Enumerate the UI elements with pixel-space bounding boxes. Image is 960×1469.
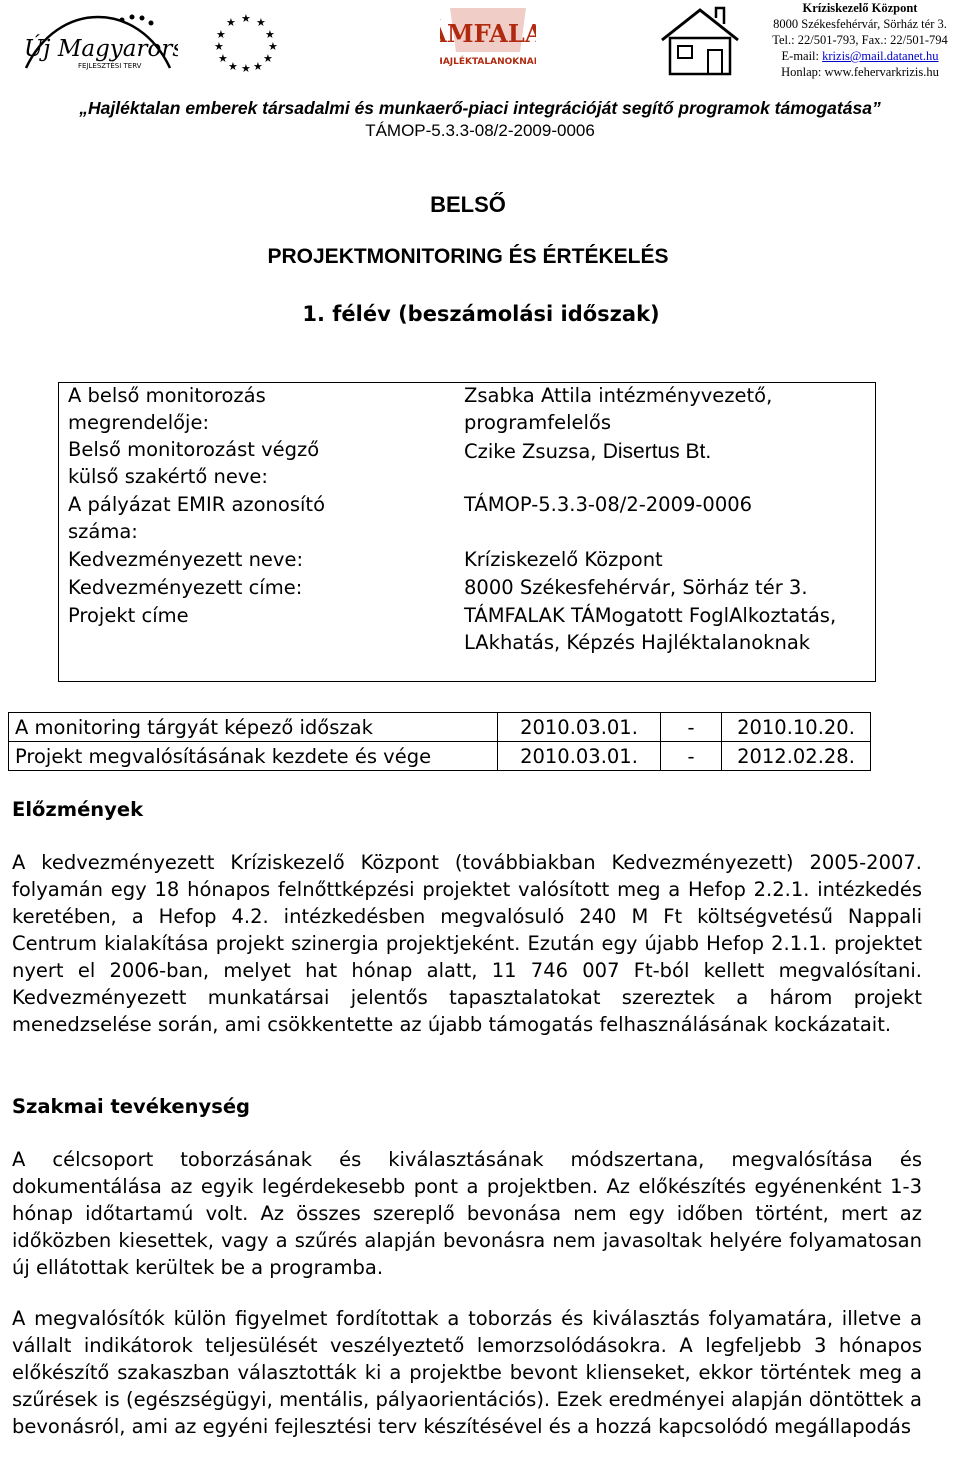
period-end: 2012.02.28.: [722, 742, 871, 771]
svg-text:★: ★: [265, 28, 275, 41]
period-table: [8, 712, 871, 771]
svg-text:★: ★: [241, 12, 251, 25]
email-link[interactable]: krizis@mail.datanet.hu: [822, 49, 939, 63]
info-value-megrendelo: Zsabka Attila intézményvezető, programfelelős: [464, 384, 773, 434]
svg-text:HAJLÉKTALANOKNAK: HAJLÉKTALANOKNAK: [440, 57, 536, 67]
house-logo: [652, 2, 748, 78]
info-label-megrendelo: A belső monitorozás megrendelője:: [68, 384, 266, 434]
svg-text:Új Magyarország: Új Magyaror: [24, 36, 173, 62]
heading-felev: 1. félév (beszámolási időszak): [302, 302, 660, 326]
svg-text:★: ★: [268, 40, 278, 53]
svg-text:★: ★: [256, 16, 266, 29]
info-label-projekt-cime: Projekt címe: [68, 604, 189, 627]
svg-text:★: ★: [214, 40, 224, 53]
svg-text:★: ★: [228, 60, 238, 72]
svg-text:★: ★: [218, 52, 228, 65]
paragraph-szakmai-1: A célcsoport toborzásának és kiválasztásának módszertana, megvalósítása és dokumentálása az egyik legérdekesebb pont a projektben. Az előkészítés egyénenként 1-3 hónap időtartamú volt. Az összes szereplő bevonása nem egy időben történt, mert az időközben kiesettek, vagy a szűrés alapján bevonásra nem javasoltak helyére folyamatosan új ellátottak kerültek be a programba.: [12, 1148, 922, 1279]
svg-text:★: ★: [226, 16, 236, 29]
info-value-projekt-cime: TÁMFALAK TÁMogatott FoglAlkoztatás, LAkhatás, Képzés Hajléktalanoknak: [464, 604, 837, 654]
svg-text:★: ★: [253, 60, 263, 72]
period-separator: -: [661, 713, 722, 742]
svg-text:★: ★: [241, 62, 251, 72]
paragraph-szakmai-2: A megvalósítók külön figyelmet fordítottak a toborzás és kiválasztás folyamatára, illetve a vállalt indikátorok teljesülését veszélyeztető lemorzsolódásokra. A legfeljebb 3 hónapos előkészítő szakaszban választották ki a projektbe bevont klienseket, ekkor történtek meg a szűrések is (egészségügyi, mentális, pályaorientációs). Ezek eredményei alapján döntöttek a bevonásról, ami az egyéni fejlesztési terv készítésével és a hozzá kapcsolódó megállapodás: [12, 1307, 922, 1438]
period-label: Projekt megvalósításának kezdete és vége: [9, 742, 498, 771]
period-row-projekt: [9, 742, 871, 771]
org-address: 8000 Székesfehérvár, Sörház tér 3.: [773, 17, 947, 31]
svg-text:FEJLESZTÉSI TERV: FEJLESZTÉSI TERV: [78, 62, 142, 70]
heading-projektmonitoring: PROJEKTMONITORING ÉS ÉRTÉKELÉS: [267, 245, 669, 268]
project-title: „Hajléktalan emberek társadalmi és munkaerő-piaci integrációját segítő programok támogatása”: [79, 98, 881, 118]
email-label: E-mail:: [781, 49, 823, 63]
svg-text:TÁMFALAK: MFALA: [446, 19, 536, 48]
org-homepage: Honlap: www.fehervarkrizis.hu: [781, 65, 939, 79]
svg-text:★: ★: [216, 28, 226, 41]
info-value-kedv-neve: Kríziskezelő Központ: [464, 548, 663, 571]
org-name: Kríziskezelő Központ: [802, 1, 918, 15]
period-end: 2010.10.20.: [722, 713, 871, 742]
org-phone: Tel.: 22/501-793, Fax.: 22/501-794: [772, 33, 948, 47]
paragraph-elozmenyek: A kedvezményezett Kríziskezelő Központ (továbbiakban Kedvezményezett) 2005-2007. folyamán egy 18 hónapos felnőttképzési projektet valósított meg a Hefop 2.2.1. intézkedés keretében, a Hefop 4.2. intézkedésben megvalósuló 240 M Ft költségvetésű Nappali Centrum kialakítása projekt szinergia projektjeként. Ezután egy újabb Hefop 2.1.1. projektet nyert el 2006-ban, melyet hat hónap alatt, 11 746 007 Ft-ból kellett megvalósítani. Kedvezményezett munkatársai jelentős tapasztalatokat szereztek a három projekt menedzselése során, ami csökkentette az újabb támogatás felhasználásának kockázatait.: [12, 851, 922, 1036]
contact-block: [760, 0, 960, 80]
heading-szakmai: Szakmai tevékenység: [12, 1095, 251, 1118]
period-label: A monitoring tárgyát képező időszak: [9, 713, 498, 742]
period-start: 2010.03.01.: [498, 713, 661, 742]
svg-text:★: ★: [263, 52, 273, 65]
heading-elozmenyek: Előzmények: [12, 798, 144, 821]
info-label-kedv-cime: Kedvezményezett címe:: [68, 576, 303, 599]
info-value-kedv-cime: 8000 Székesfehérvár, Sörház tér 3.: [464, 576, 808, 599]
project-code: TÁMOP-5.3.3-08/2-2009-0006: [365, 121, 595, 140]
eu-flag-logo: [208, 10, 284, 72]
szakerto-firm: Disertus Bt.: [602, 440, 712, 463]
szakerto-name: Czike Zsuzsa,: [464, 440, 603, 463]
info-label-kedv-neve: Kedvezményezett neve:: [68, 548, 304, 571]
period-separator: -: [661, 742, 722, 771]
heading-belso: BELSŐ: [430, 192, 506, 217]
info-value-emir: TÁMOP-5.3.3-08/2-2009-0006: [464, 493, 753, 516]
info-label-emir: A pályázat EMIR azonosító száma:: [68, 493, 326, 543]
org-email-line: [760, 48, 960, 64]
uj-magyarorszag-logo: [18, 6, 178, 76]
info-label-szakerto: Belső monitorozást végző külső szakértő neve:: [68, 438, 320, 488]
info-value-szakerto: [464, 439, 874, 466]
period-start: 2010.03.01.: [498, 742, 661, 771]
tamfalak-logo: [440, 2, 536, 74]
period-row-monitoring: [9, 713, 871, 742]
